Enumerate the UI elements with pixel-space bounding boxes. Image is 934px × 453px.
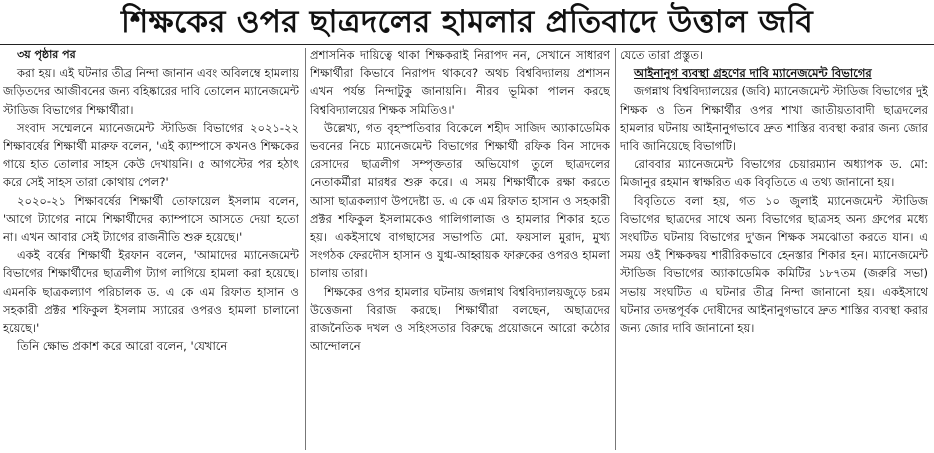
continuation-label: ৩য় পৃষ্ঠার পর <box>17 48 76 61</box>
paragraph: রোববার ম্যানেজমেন্ট বিভাগের চেয়ারম্যান অধ্যাপক ড. মো: মিজানুর রহমান স্বাক্ষরিত এক বিবৃতিতে এ তথ্য জানানো হয়। <box>620 157 928 190</box>
paragraph: যেতে তারা প্রস্তুত। <box>620 48 704 62</box>
paragraph: বিবৃতিতে বলা হয়, গত ১০ জুলাই ম্যানেজমেন্ট স্টাডিজ বিভাগের ছাত্রদের সাথে অন্য বিভাগের ছাত্রসহ অন্য গ্রুপের মধ্যে সংঘটিত ঘটনায় বিভাগের দু'জন শিক্ষক সমঝোতা করতে যান। এ সময় ওই শিক্ষকদ্বয় শারীরিকভাবে হেনস্তার শিকার হন। ম্যানেজমেন্ট স্টাডিজ বিভাগের অ্যাকাডেমিক কমিটির ১৮৭তম (জরুরি সভা) সভায় সংঘটিত এ ঘটনার তীব্র নিন্দা জানানো হয়। একইসাথে ঘটনার তদন্তপূর্বক দোষীদের আইনানুগভাবে দ্রুত শাস্তির ব্যবস্থা করার জন্য জোর দাবি জানানো হয়। <box>620 193 928 336</box>
paragraph: শিক্ষকের ওপর হামলার ঘটনায় জগন্নাথ বিশ্ববিদ্যালয়জুড়ে চরম উত্তেজনা বিরাজ করছে। শিক্ষার্থীরা বলছেন, অছাত্রদের রাজনৈতিক দখল ও সহিংসতার বিরুদ্ধে প্রয়োজনে আরো কঠোর আন্দোলনে <box>310 284 610 354</box>
paragraph: তিনি ক্ষোভ প্রকাশ করে আরো বলেন, 'যেখানে <box>17 339 228 354</box>
headline: শিক্ষকের ওপর ছাত্রদলের হামলার প্রতিবাদে উত্তাল জবি <box>120 4 814 40</box>
paragraph: জগন্নাথ বিশ্ববিদ্যালয়ের (জবি) ম্যানেজমেন্ট স্টাডিজ বিভাগের দুই শিক্ষক ও তিন শিক্ষার্থীর ওপর শাখা জাতীয়তাবাদী ছাত্রদলের হামলার ঘটনায় আইনানুগভাবে দ্রুত শাস্তির ব্যবস্থা করার জন্য জোর দাবি জানিয়েছে বিভাগটি। <box>620 84 928 154</box>
paragraph: উল্লেখ্য, গত বৃহস্পতিবার বিকেলে শহীদ সাজিদ অ্যাকাডেমিক ভবনের নিচে ম্যানেজমেন্ট বিভাগের শিক্ষার্থী রফিক বিন সাদেক রেসাদের ছাত্রলীগ সম্পৃক্ততার অভিযোগ তুলে ছাত্রদলের নেতাকর্মীরা মারধর শুরু করে। এ সময় শিক্ষার্থীকে রক্ষা করতে আসা ছাত্রকল্যাণ উপদেষ্টা ড. এ কে এম রিফাত হাসান ও সহকারী প্রক্টর শফিকুল ইসলামকেও গালিগালাজ ও হামলার শিকার হতে হয়। একইসাথে বাগছাসের সভাপতি মো. ফয়সাল মুরাদ, মুখ্য সংগঠক ফেরদৌস হাসান ও যুগ্ম-আহ্বায়ক ফারুকের ওপরও হামলা চালায় তারা। <box>310 120 610 281</box>
column-divider <box>305 48 306 450</box>
column-3 <box>620 46 928 451</box>
paragraph: ২০২০-২১ শিক্ষাবর্ষের শিক্ষার্থী তোফায়েল ইসলাম বলেন, 'আগে ট্যাগের নামে শিক্ষার্থীদের ক্যাম্পাসে আসতে দেয়া হতো না। এখন আবার সেই ট্যাগের রাজনীতি শুরু হয়েছে।' <box>3 193 299 245</box>
headline-rule <box>0 44 934 45</box>
column-1 <box>3 46 299 451</box>
subheading: আইনানুগ ব্যবস্থা গ্রহণের দাবি ম্যানেজমেন্ট বিভাগের <box>634 66 872 81</box>
column-2 <box>310 46 610 451</box>
paragraph: প্রশাসনিক দায়িত্বে থাকা শিক্ষকরাই নিরাপদ নন, সেখানে সাধারণ শিক্ষার্থীরা কিভাবে নিরাপদ থাকবে? অথচ বিশ্ববিদ্যালয় প্রশাসন এখন পর্যন্ত নিন্দাটুকু জানায়নি। নীরব ভূমিকা পালন করছে বিশ্ববিদ্যালয়ের শিক্ষক সমিতিও।' <box>310 48 610 117</box>
paragraph: একই বর্ষের শিক্ষার্থী ইরফান বলেন, 'আমাদের ম্যানেজমেন্ট বিভাগের শিক্ষার্থীদের ছাত্রলীগ ট্যাগ লাগিয়ে হামলা করা হয়েছে। এমনকি ছাত্রকল্যাণ পরিচালক ড. এ কে এম রিফাত হাসান ও সহকারী প্রক্টর শফিকুল ইসলাম স্যারের ওপরও হামলা চালানো হয়েছে।' <box>3 248 299 336</box>
paragraph: সংবাদ সম্মেলনে ম্যানেজমেন্ট স্টাডিজ বিভাগের ২০২১-২২ শিক্ষাবর্ষের শিক্ষার্থী মারুফ বলেন, 'এই ক্যাম্পাসে কখনও শিক্ষকের গায়ে হাত তোলার সাহস কেউ দেখায়নি। ৫ আগস্টের পর হঠাৎ করে সেই সাহস তারা কোথায় পেল?' <box>3 120 299 190</box>
paragraph: করা হয়। এই ঘটনার তীব্র নিন্দা জানান এবং অবিলম্বে হামলায় জড়িতদের আজীবনের জন্য বহিষ্কারের দাবি তোলেন ম্যানেজমেন্ট স্টাডিজ বিভাগের শিক্ষার্থীরা। <box>3 66 299 117</box>
column-divider <box>615 48 616 450</box>
